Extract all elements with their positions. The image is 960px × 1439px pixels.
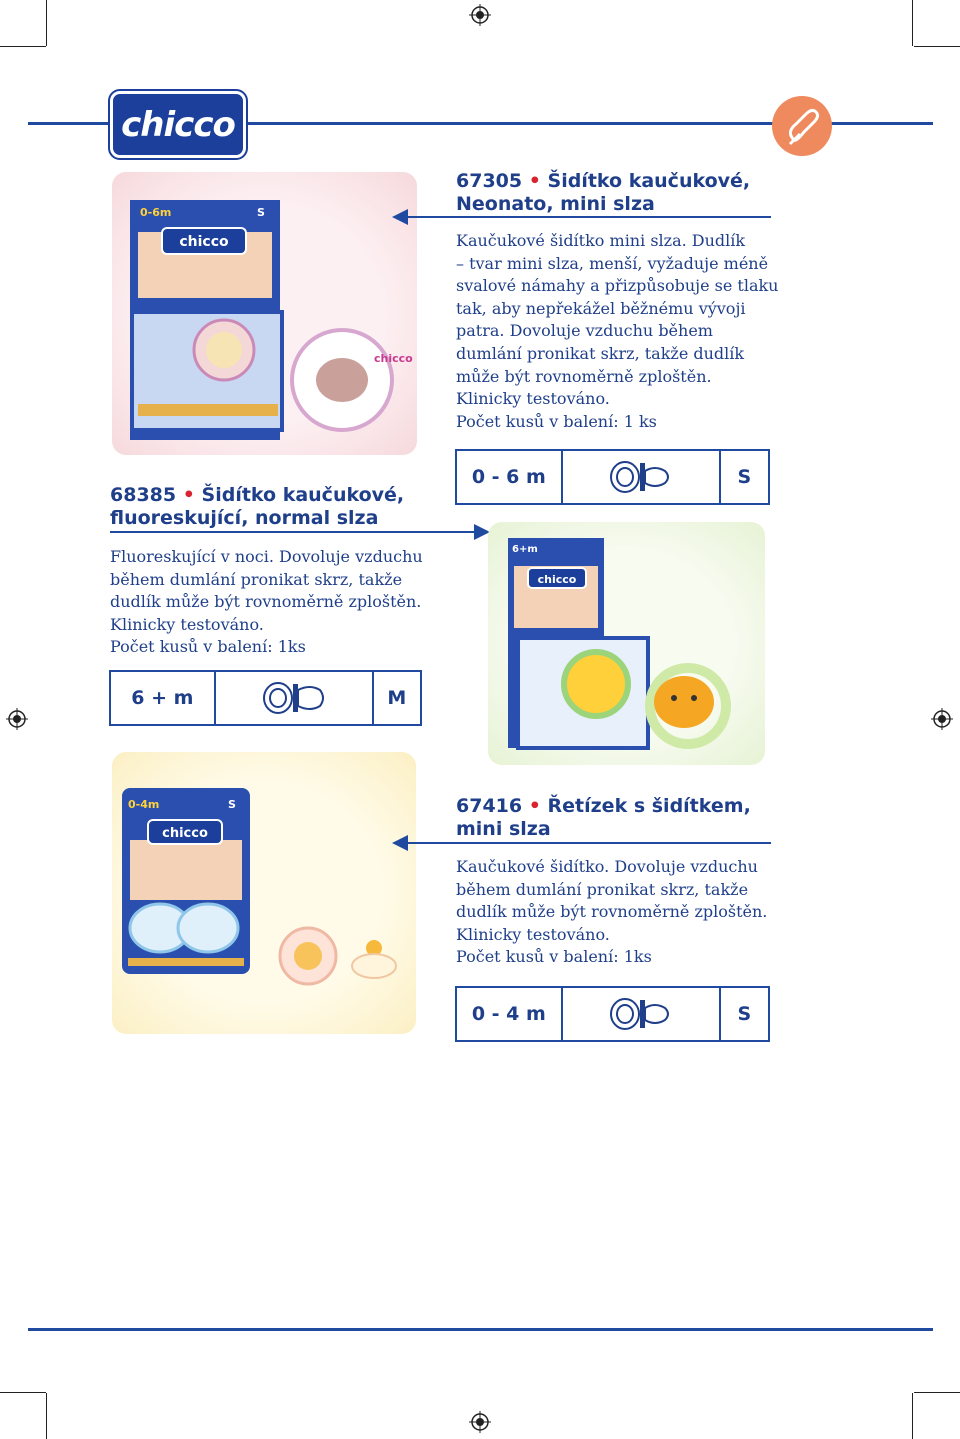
product-description-68385 bbox=[110, 546, 450, 659]
crop-mark bbox=[46, 0, 47, 46]
bottle-nipple-icon bbox=[772, 96, 832, 156]
pacifier-icon bbox=[563, 451, 721, 503]
product-photo-68385 bbox=[488, 522, 765, 765]
package-age-label: 0-6m bbox=[140, 206, 172, 219]
description-line: během dumlání pronikat skrz, takže bbox=[110, 569, 403, 589]
description-line: tak, aby nepřekážel běžnému vývoji bbox=[456, 298, 746, 318]
description-line: Klinicky testováno. bbox=[456, 389, 610, 409]
description-line: Kaučukové šidítko. Dovoluje vzduchu bbox=[456, 857, 758, 876]
product-name-line2: Neonato, mini slza bbox=[456, 193, 655, 215]
registration-mark-icon bbox=[469, 1411, 491, 1433]
pacifier-icon bbox=[563, 988, 721, 1040]
spec-bar-68385 bbox=[109, 670, 422, 726]
product-name-line1: Řetízek s šidítkem, bbox=[547, 795, 751, 817]
description-line: dudlík může být rovnoměrně zploštěn. bbox=[456, 902, 768, 922]
arrow-left-icon bbox=[392, 835, 408, 851]
pointer-line bbox=[110, 531, 476, 533]
description-line: Kaučukové šidítko mini slza. Dudlík bbox=[456, 231, 746, 250]
chicco-logo bbox=[110, 91, 246, 158]
product-description-67305 bbox=[456, 230, 786, 433]
product-title-68385 bbox=[110, 484, 440, 530]
package-size-label: S bbox=[257, 206, 265, 219]
logo-text: chicco bbox=[121, 104, 235, 145]
product-photo-67416 bbox=[112, 752, 416, 1034]
age-range: 6 + m bbox=[111, 672, 216, 724]
size-label: M bbox=[387, 687, 407, 709]
description-line: během dumlání pronikat skrz, takže bbox=[456, 879, 749, 899]
svg-text:chicco: chicco bbox=[537, 573, 577, 586]
description-line: Klinicky testováno. bbox=[456, 924, 610, 944]
product-name-line2: fluoreskující, normal slza bbox=[110, 507, 379, 529]
bullet: • bbox=[182, 484, 195, 506]
registration-mark-icon bbox=[931, 708, 953, 730]
product-name-line1: Šidítko kaučukové, bbox=[201, 484, 405, 506]
package-age-label: 0-4m bbox=[128, 798, 160, 811]
pointer-line bbox=[405, 216, 771, 218]
product-code: 67416 bbox=[456, 795, 523, 817]
spec-bar-67305 bbox=[455, 449, 770, 505]
size-label: S bbox=[737, 1003, 752, 1025]
description-line: svalové námahy a přizpůsobuje se tlaku bbox=[456, 276, 779, 296]
registration-mark-icon bbox=[469, 4, 491, 26]
age-range: 0 - 6 m bbox=[457, 451, 563, 503]
svg-text:chicco: chicco bbox=[374, 352, 413, 365]
package-age-label: 6+m bbox=[512, 544, 538, 555]
crop-mark bbox=[0, 46, 46, 47]
product-photo-67305 bbox=[112, 172, 417, 455]
description-line: dumlání pronikat skrz, takže dudlík bbox=[456, 343, 745, 363]
spec-bar-67416 bbox=[455, 986, 770, 1042]
product-title-67305 bbox=[456, 170, 776, 216]
svg-text:chicco: chicco bbox=[179, 234, 229, 250]
bullet: • bbox=[528, 170, 541, 192]
description-line: – tvar mini slza, menší, vyžaduje méně bbox=[456, 253, 769, 273]
description-line: Počet kusů v balení: 1ks bbox=[110, 637, 306, 657]
product-code: 67305 bbox=[456, 170, 523, 192]
description-line: může být rovnoměrně zploštěn. bbox=[456, 366, 712, 386]
crop-mark bbox=[912, 1393, 913, 1439]
footer-rule bbox=[28, 1328, 933, 1331]
crop-mark bbox=[914, 1392, 960, 1393]
description-line: patra. Dovoluje vzduchu během bbox=[456, 321, 713, 341]
crop-mark bbox=[0, 1392, 46, 1393]
description-line: Fluoreskující v noci. Dovoluje vzduchu bbox=[110, 547, 423, 566]
size-label: S bbox=[737, 466, 752, 488]
crop-mark bbox=[912, 0, 913, 46]
product-description-67416 bbox=[456, 856, 786, 969]
pacifier-icon bbox=[216, 672, 374, 724]
product-name-line2: mini slza bbox=[456, 818, 551, 840]
description-line: Počet kusů v balení: 1ks bbox=[456, 947, 652, 967]
product-name-line1: Šidítko kaučukové, bbox=[547, 170, 751, 192]
product-title-67416 bbox=[456, 795, 776, 841]
description-line: Klinicky testováno. bbox=[110, 614, 264, 634]
crop-mark bbox=[914, 46, 960, 47]
bullet: • bbox=[528, 795, 541, 817]
package-size-label: S bbox=[228, 798, 236, 811]
arrow-left-icon bbox=[392, 209, 408, 225]
crop-mark bbox=[46, 1393, 47, 1439]
svg-text:chicco: chicco bbox=[162, 826, 208, 841]
description-line: Počet kusů v balení: 1 ks bbox=[456, 411, 657, 431]
pointer-line bbox=[405, 842, 771, 844]
product-code: 68385 bbox=[110, 484, 177, 506]
registration-mark-icon bbox=[6, 708, 28, 730]
age-range: 0 - 4 m bbox=[457, 988, 563, 1040]
description-line: dudlík může být rovnoměrně zploštěn. bbox=[110, 592, 422, 612]
